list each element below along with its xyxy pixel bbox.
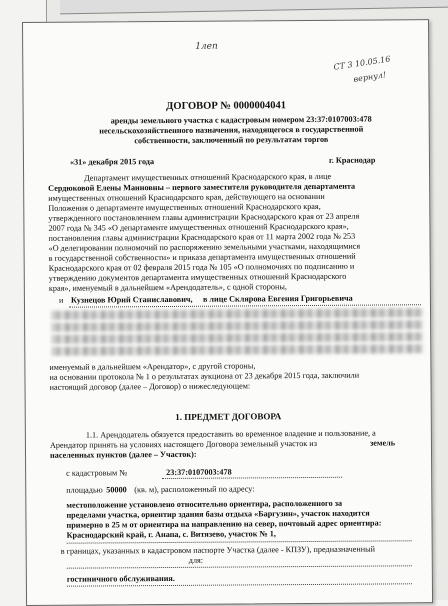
redacted-text <box>51 320 423 332</box>
area-value: 50000 <box>106 485 127 495</box>
redacted-text <box>51 344 423 356</box>
purpose-value: гостиничного обслуживания. <box>66 573 175 584</box>
text-line: края», именуемый в дальнейшем «Арендодатель», с одной стороны, <box>48 282 287 293</box>
text-line: постановления главы администрации Краснодарского края от 11 марта 2002 года № 253 <box>48 231 356 243</box>
contract-page <box>22 19 433 606</box>
text-line: утвержденного постановлением главы администрации Краснодарского края от 23 апреля <box>48 211 360 223</box>
area-label: площадью <box>66 485 103 495</box>
text-line: в государственной собственности» и приказа департамента имущественных отношений <box>48 251 356 263</box>
cadastral-label: с кадастровым № <box>66 468 128 478</box>
contract-city: г. Краснодар <box>328 155 376 165</box>
redacted-text <box>51 308 423 320</box>
area-tail: (кв. м), расположенный по адресу: <box>134 484 255 495</box>
text-line: населенных пунктов (далее – Участок): <box>49 449 197 460</box>
fill-line <box>67 540 412 543</box>
text-line: 2007 года № 345 «О департаменте имущественных отношений Краснодарского края», <box>48 221 349 233</box>
text-line: Арендатор принять на условиях настоящего Договора земельный участок из <box>49 438 317 450</box>
handwritten-note-top: 1леп <box>195 41 218 52</box>
purpose-for: для: <box>188 555 204 565</box>
lessee-name: Кузнецов Юрий Станиславович, <box>70 294 193 305</box>
text-line: 1.1. Арендодатель обязуется предоставить во временное владение и пользование, а <box>85 428 376 440</box>
contract-subtitle-1: аренды земельного участка с кадастровым номером 23:37:0107003:478 <box>110 114 372 126</box>
section-title: 1. ПРЕДМЕТ ДОГОВОРА <box>175 411 282 422</box>
fill-line <box>162 477 342 479</box>
location-line: местоположение установлено относительно ориентира, расположенного за <box>66 498 343 510</box>
location-line: Краснодарский край, г. Анапа, с. Витязево, участок № 1, <box>66 529 276 540</box>
location-line: примерно в 25 м от ориентира на направлению на север, почтовый адрес ориентира: <box>66 518 382 530</box>
text-line: «О делегировании полномочий по распоряжению земельными участками, находящимися <box>48 241 361 253</box>
purpose-line: в границах, указанных в кадастровом паспорте Участка (далее - КПЗУ), предназначенный <box>60 544 376 556</box>
fill-line <box>67 565 412 568</box>
text-line: настоящий договор (далее – Договор) о нижеследующем: <box>49 381 251 392</box>
contract-subtitle-3: собственности, заключенный по результатам торгов <box>134 134 329 146</box>
lessee-representative: в лице Склярова Евгения Григорьевича <box>202 293 353 304</box>
text-line: имущественных отношений Краснодарского края, действующего на основании <box>48 191 325 203</box>
text-line: на основании протокола № 1 о результатах аукциона от 23 декабря 2015 года, заключили <box>49 370 360 382</box>
redacted-text <box>51 332 423 344</box>
contract-subtitle-2: несельскохозяйственного назначения, находящегося в государственной <box>99 124 364 136</box>
text-line: Положения о департаменте имущественных отношений Краснодарского края, <box>48 201 321 213</box>
location-line: пределами участка, ориентир здания базы отдыха «Баргузин», участок находится <box>66 508 370 520</box>
text-line: утверждению документов департамента имущественных отношений Краснодарского <box>48 271 347 283</box>
text-line: именуемый в дальнейшем «Арендатор», с другой стороны, <box>49 361 256 372</box>
contract-title: ДОГОВОР № 0000004041 <box>166 100 287 112</box>
text-line: Сердюковой Елены Маиновны – первого заместителя руководителя департамента <box>48 181 356 193</box>
text-line: Департамент имущественных отношений Краснодарского края, в лице <box>84 171 332 183</box>
handwritten-note-corner-1: СТ 3 10.05.16 <box>332 54 391 72</box>
text-line-bold: земель <box>369 438 396 448</box>
text-line: Краснодарского края от 02 февраля 2015 года № 105 «О полномочиях по подписанию и <box>48 261 355 273</box>
contract-date: «31» декабря 2015 года <box>69 157 155 167</box>
text-and: и <box>58 295 64 305</box>
cadastral-value: 23:37:0107003:478 <box>166 467 232 478</box>
handwritten-note-corner-2: вернул! <box>352 70 387 84</box>
